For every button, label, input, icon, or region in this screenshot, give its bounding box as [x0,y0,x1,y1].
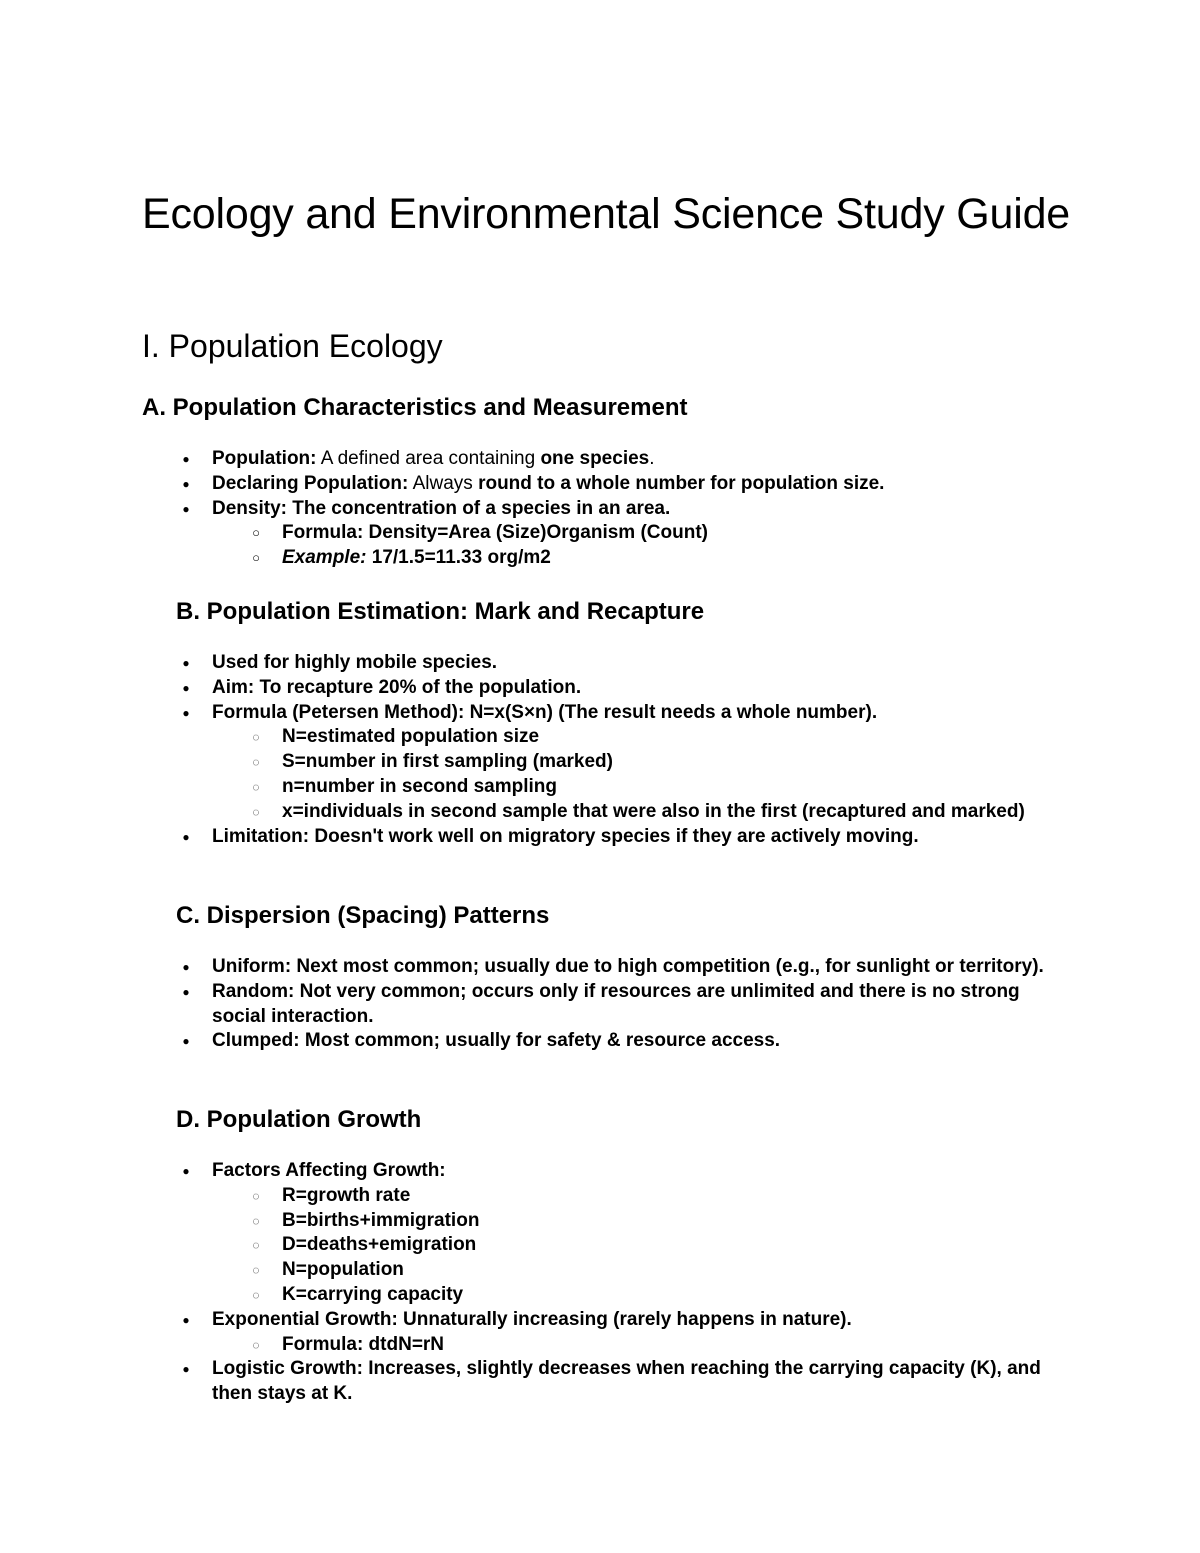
list-item-factors [176,1159,1076,1308]
list-item-text: N=estimated population size [282,726,540,748]
emphasis-text: round to a whole number for population size. [478,472,885,494]
bullet-icon: ● [182,705,190,720]
list-item [246,800,1076,825]
sublist-density [212,521,1076,571]
example-label: Example: [282,547,367,569]
sublist-exponential [212,1333,1076,1358]
dotted-bullet-icon: ◌ [252,1263,260,1278]
list-item-text: R=growth rate [282,1184,411,1206]
list-item [246,1184,1076,1209]
list-item-text: Factors Affecting Growth: [212,1160,446,1181]
bullet-icon: ● [182,680,190,695]
list-item-density [176,497,1076,571]
list-item [246,1233,1076,1258]
term-population: Population: [212,448,317,469]
subsection-heading-b: B. Population Estimation: Mark and Recapture [176,598,705,625]
list-item [246,1209,1076,1234]
density-formula-text: Formula: Density=Area (Size)Organism (Count) [282,522,708,544]
hollow-bullet-icon: ○ [252,525,260,541]
bullet-icon: ● [182,452,190,466]
bullet-icon: ● [182,1164,190,1178]
definition-text: . [649,448,655,469]
definition-text: A defined area containing [316,448,541,469]
list-item-exponential-growth [176,1308,1076,1358]
list-item-text: N=population [282,1259,404,1281]
dotted-bullet-icon: ◌ [252,755,260,770]
list-item-text: Logistic Growth: Increases, slightly decreases when reaching the carrying capacity (K), and then stays at K. [212,1358,1041,1405]
list-item-text: D=deaths+emigration [282,1234,477,1256]
list-section-a [176,447,1076,571]
density-text: Density: The concentration of a species in an area. [212,497,671,519]
sublist-petersen-variables [212,725,1076,824]
list-item-text: Clumped: Most common; usually for safety & resource access. [212,1030,781,1052]
list-item-text: Uniform: Next most common; usually due to high competition (e.g., for sunlight or territory). [212,956,1044,977]
subsection-heading-a: A. Population Characteristics and Measurement [142,394,688,421]
bullet-icon: ● [182,476,190,491]
list-item [246,725,1076,750]
list-item [246,1333,1076,1358]
list-item-text: Formula (Petersen Method): N=x(S×n) (The result needs a whole number). [212,701,878,723]
bullet-icon: ● [182,501,190,516]
bullet-icon: ● [182,1362,190,1377]
list-item [176,955,1076,980]
list-item [176,980,1076,1030]
bullet-icon: ● [182,656,190,670]
list-item-density-example [246,546,1076,571]
bullet-icon: ● [182,984,190,999]
sublist-growth-factors [212,1184,1076,1308]
list-item [246,1283,1076,1308]
dotted-bullet-icon: ◌ [252,730,260,745]
dotted-bullet-icon: ◌ [252,1188,260,1203]
list-item [246,1258,1076,1283]
list-item-text: Limitation: Doesn't work well on migratory species if they are actively moving. [212,825,919,847]
subsection-heading-c: C. Dispersion (Spacing) Patterns [176,902,550,929]
list-section-d [176,1159,1076,1407]
list-item [176,676,1076,701]
list-item-declaring-population [176,472,1076,497]
term-declaring-population: Declaring Population: [212,472,409,494]
bullet-icon: ● [182,1312,190,1327]
dotted-bullet-icon: ◌ [252,779,260,794]
list-item-logistic-growth [176,1357,1076,1407]
emphasis-text: one species [540,448,650,469]
list-item [246,750,1076,775]
bullet-icon: ● [182,829,190,844]
list-item [176,825,1076,850]
list-item-text: Random: Not very common; occurs only if resources are unlimited and there is no strong social interaction. [212,980,1020,1027]
list-section-b [176,651,1076,849]
list-item-text: x=individuals in second sample that were also in the first (recaptured and marked) [282,800,1025,822]
example-text: 17/1.5=11.33 org/m2 [366,547,551,569]
list-item-text: K=carrying capacity [282,1283,464,1305]
document-title: Ecology and Environmental Science Study Guide [142,190,1070,238]
list-item-text: Used for highly mobile species. [212,652,498,673]
dotted-bullet-icon: ◌ [252,1213,260,1228]
list-item-population [176,447,1076,472]
list-item-density-formula [246,521,1076,546]
list-item-text: n=number in second sampling [282,775,558,797]
section-heading-population-ecology: I. Population Ecology [142,328,443,364]
list-section-c [176,955,1076,1054]
list-item-text: Formula: dtdN=rN [282,1333,445,1355]
definition-text: Always [408,472,479,494]
bullet-icon: ● [182,960,190,974]
list-item-text: Exponential Growth: Unnaturally increasing (rarely happens in nature). [212,1308,852,1330]
dotted-bullet-icon: ◌ [252,1238,260,1253]
hollow-bullet-icon: ○ [252,550,260,566]
bullet-icon: ● [182,1034,190,1049]
list-item [176,651,1076,676]
subsection-heading-d: D. Population Growth [176,1106,422,1133]
list-item-text: B=births+immigration [282,1209,480,1231]
dotted-bullet-icon: ◌ [252,804,260,819]
list-item-petersen-formula [176,701,1076,825]
list-item [176,1029,1076,1054]
list-item-text: Aim: To recapture 20% of the population. [212,676,582,698]
list-item-text: S=number in first sampling (marked) [282,751,613,773]
dotted-bullet-icon: ◌ [252,1337,260,1352]
dotted-bullet-icon: ◌ [252,1287,260,1302]
list-item [246,775,1076,800]
